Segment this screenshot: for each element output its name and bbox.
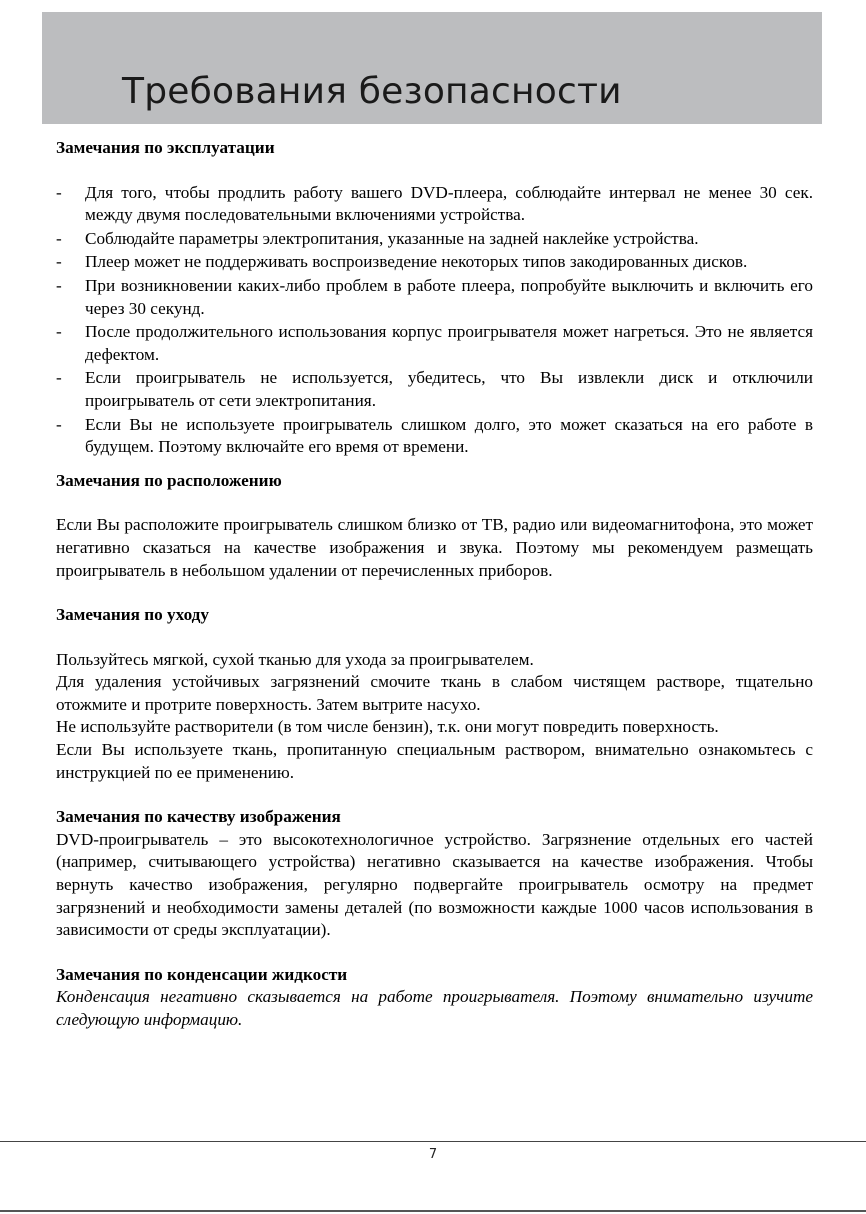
- list-item-text: Если Вы не используете проигрыватель слишком долго, это может сказаться на его работе в будущем. Поэтому включайте его время от времени.: [85, 414, 813, 457]
- operation-section: [56, 137, 813, 459]
- spacer: [56, 460, 813, 470]
- spacer: [56, 627, 813, 649]
- care-paragraph: Если Вы используете ткань, пропитанную специальным раствором, внимательно ознакомьтесь с инструкцией по ее применению.: [56, 740, 813, 782]
- condensation-paragraph: Конденсация негативно сказывается на работе проигрывателя. Поэтому внимательно изучите следующую информацию.: [56, 987, 813, 1029]
- footer-divider: [0, 1141, 866, 1142]
- dash-bullet: -: [56, 182, 62, 202]
- operation-list: [56, 182, 813, 459]
- list-item: [56, 251, 813, 274]
- dash-bullet: -: [56, 252, 62, 272]
- care-paragraph: Пользуйтесь мягкой, сухой тканью для ухода за проигрывателем.: [56, 649, 534, 669]
- operation-heading: Замечания по эксплуатации: [56, 138, 275, 157]
- image-quality-section: [56, 806, 813, 942]
- list-item: [56, 275, 813, 320]
- spacer: [56, 492, 813, 514]
- dash-bullet: -: [56, 228, 62, 248]
- image-quality-heading: Замечания по качеству изображения: [56, 807, 341, 827]
- document-body: [56, 137, 813, 1032]
- placement-paragraph: Если Вы расположите проигрыватель слишком близко от ТВ, радио или видеомагнитофона, это может негативно сказаться на качестве изображения и звука. Поэтому мы рекомендуем размещать проигрыватель в небольшом удалении от перечисленных приборов.: [56, 515, 813, 580]
- care-heading: Замечания по уходу: [56, 605, 209, 625]
- care-paragraph: Не используйте растворители (в том числе бензин), т.к. они могут повредить поверхность.: [56, 717, 719, 737]
- placement-section: [56, 470, 813, 582]
- spacer: [56, 942, 813, 964]
- page-number: 7: [428, 1147, 438, 1162]
- placement-heading: Замечания по расположению: [56, 470, 282, 490]
- list-item: [56, 367, 813, 412]
- header-band: [42, 12, 822, 124]
- care-paragraph: Для удаления устойчивых загрязнений смочите ткань в слабом чистящем растворе, тщательно отожмите и протрите поверхность. Затем вытрите насухо.: [56, 672, 813, 714]
- list-item-text: Если проигрыватель не используется, убедитесь, что Вы извлекли диск и отключили проигрыватель от сети электропитания.: [85, 368, 813, 410]
- list-item: [56, 228, 813, 251]
- spacer: [56, 160, 813, 182]
- bottom-divider: [0, 1210, 866, 1212]
- list-item: [56, 321, 813, 366]
- page-title: Требования безопасности: [122, 71, 622, 112]
- dash-bullet: -: [56, 275, 62, 295]
- dash-bullet: -: [56, 368, 62, 388]
- care-section: [56, 604, 813, 784]
- condensation-heading: Замечания по конденсации жидкости: [56, 964, 348, 984]
- spacer: [56, 784, 813, 806]
- list-item-text: При возникновении каких-либо проблем в работе плеера, попробуйте выключить и включить его через 30 секунд.: [85, 275, 813, 318]
- condensation-section: [56, 964, 813, 1032]
- dash-bullet: -: [56, 414, 62, 434]
- image-quality-paragraph: DVD-проигрыватель – это высокотехнологичное устройство. Загрязнение отдельных его частей (например, считывающего устройства) негативно сказывается на качестве изображения. Чтобы вернуть качество изображения, регулярно подвергайте проигрыватель осмотру на предмет загрязнений и необходимости замены деталей (по возможности каждые 1000 часов использования в зависимости от среды эксплуатации).: [56, 829, 813, 940]
- list-item-text: Для того, чтобы продлить работу вашего DVD-плеера, соблюдайте интервал не менее 30 сек. между двумя последовательными включениями устройства.: [85, 182, 813, 225]
- dash-bullet: -: [56, 322, 62, 342]
- list-item-text: Соблюдайте параметры электропитания, указанные на задней наклейке устройства.: [85, 228, 699, 248]
- list-item: [56, 414, 813, 459]
- list-item-text: После продолжительного использования корпус проигрывателя может нагреться. Это не является дефектом.: [85, 322, 813, 364]
- list-item-text: Плеер может не поддерживать воспроизведение некоторых типов закодированных дисков.: [85, 252, 748, 272]
- list-item: [56, 182, 813, 227]
- spacer: [56, 582, 813, 604]
